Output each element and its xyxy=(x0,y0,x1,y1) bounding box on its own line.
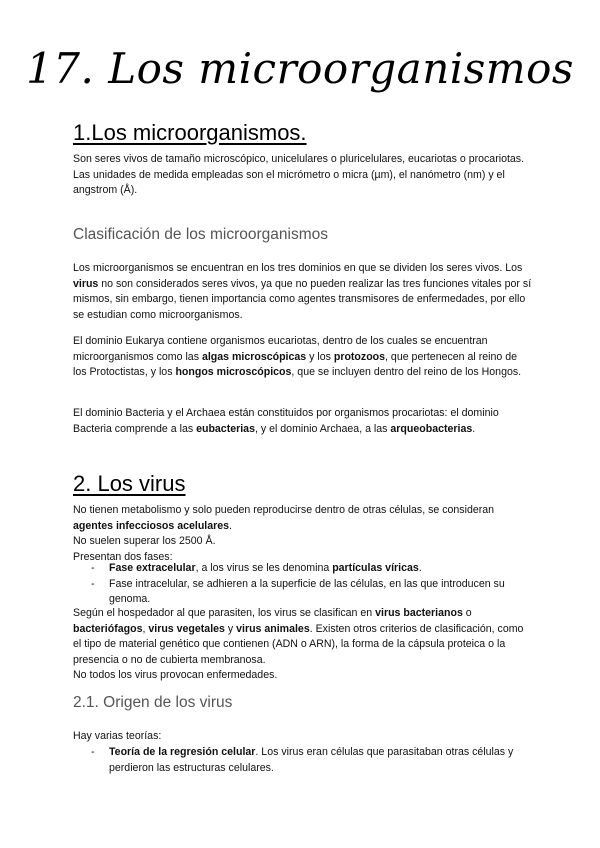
text: . Los virus eran células que parasitaban otras células y perdieron las estructuras celulares. xyxy=(109,746,514,774)
text: No suelen superar los 2500 Å. xyxy=(73,535,216,547)
bold-term: arqueobacterias xyxy=(390,422,473,435)
classification-paragraph-3 xyxy=(73,406,533,437)
text: o xyxy=(462,607,472,619)
bold-term: partículas víricas xyxy=(332,562,419,574)
text: , a los virus se les denomina xyxy=(195,562,333,574)
text: Presentan dos fases: xyxy=(73,550,173,563)
phases-list xyxy=(73,561,533,608)
section-2-heading: 2. Los virus xyxy=(73,471,186,496)
document-title: 17. Los microorganismos xyxy=(26,44,574,93)
bold-term: virus xyxy=(73,277,99,290)
text: . xyxy=(229,519,232,532)
intro-line-2: Las unidades de medida empleadas son el micrómetro o micra (µm), el nanómetro (nm) y el angstrom (Å). xyxy=(73,168,505,196)
text: , y el dominio Archaea, a las xyxy=(254,422,391,435)
list-item xyxy=(73,561,533,577)
bold-term: virus vegetales xyxy=(148,622,225,635)
text: Según el hospedador al que parasiten, los virus se clasifican en xyxy=(73,607,376,619)
text: El dominio Eukarya contiene organismos eucariotas, dentro de los cuales se encuentran microorganismos como las xyxy=(73,335,488,363)
virus-origin-subheading: 2.1. Origen de los virus xyxy=(73,694,233,711)
bold-term: Teoría de la regresión celular xyxy=(109,746,256,758)
text: Los microorganismos se encuentran en los tres dominios en que se dividen los seres vivos. Los xyxy=(73,262,523,274)
text: , que se incluyen dentro del reino de los Hongos. xyxy=(291,366,522,378)
classification-paragraph-2 xyxy=(73,334,533,381)
section-1-heading: 1.Los microorganismos. xyxy=(73,120,307,145)
text: El dominio Bacteria y el Archaea están constituidos por organismos procariotas: el dominio Bacteria comprende a las xyxy=(73,407,499,435)
bold-term: Fase extracelular xyxy=(109,562,196,574)
list-item xyxy=(73,577,533,608)
dash-bullet: - xyxy=(91,562,95,574)
bold-term: agentes infecciosos acelulares xyxy=(73,519,230,532)
bold-term: bacteriófagos xyxy=(73,622,143,635)
classification-paragraph-1 xyxy=(73,261,533,323)
text: . xyxy=(418,562,422,574)
theories-intro: Hay varias teorías: xyxy=(73,730,162,742)
text: no son considerados seres vivos, ya que no pueden realizar las tres funciones vitales por sí mismos, sin embargo, tienen importancia como agentes transmisores de enfermedades, por ello se estudian como microorganismos. xyxy=(73,277,532,321)
theories-list xyxy=(73,745,533,776)
text: y los xyxy=(306,350,334,363)
text: No tienen metabolismo y solo pueden reproducirse dentro de otras células, se consideran xyxy=(73,504,495,516)
virus-paragraph-1 xyxy=(73,503,533,565)
intro-line-1: Son seres vivos de tamaño microscópico, unicelulares o pluricelulares, eucariotas o procariotas. xyxy=(73,153,525,165)
bold-term: algas microscópicas xyxy=(201,350,307,363)
classification-subheading: Clasificación de los microorganismos xyxy=(73,226,328,243)
dash-bullet: - xyxy=(91,577,95,590)
dash-bullet: - xyxy=(91,746,95,758)
bold-term: hongos microscópicos xyxy=(175,366,292,378)
text: , que pertenecen al reino de los Protoctistas, y los xyxy=(73,350,517,378)
list-item xyxy=(73,745,533,776)
text: No todos los virus provocan enfermedades. xyxy=(73,669,278,681)
text: . xyxy=(472,422,476,435)
section-1-intro xyxy=(73,152,533,199)
bold-term: virus animales xyxy=(236,622,310,635)
text: Fase intracelular, se adhieren a la superficie de las células, en las que introducen su genoma. xyxy=(109,577,505,605)
text: , xyxy=(142,622,149,635)
text: . Existen otros criterios de clasificación, como el tipo de material genético que contienen (ADN o ARN), la forma de la cápsula proteica o la presencia o no de cubierta membranosa. xyxy=(73,622,524,666)
bold-term: virus bacterianos xyxy=(375,607,463,619)
bold-term: eubacterias xyxy=(196,422,255,435)
bold-term: protozoos xyxy=(333,350,386,363)
virus-classification-paragraph xyxy=(73,606,533,684)
text: y xyxy=(224,622,237,635)
